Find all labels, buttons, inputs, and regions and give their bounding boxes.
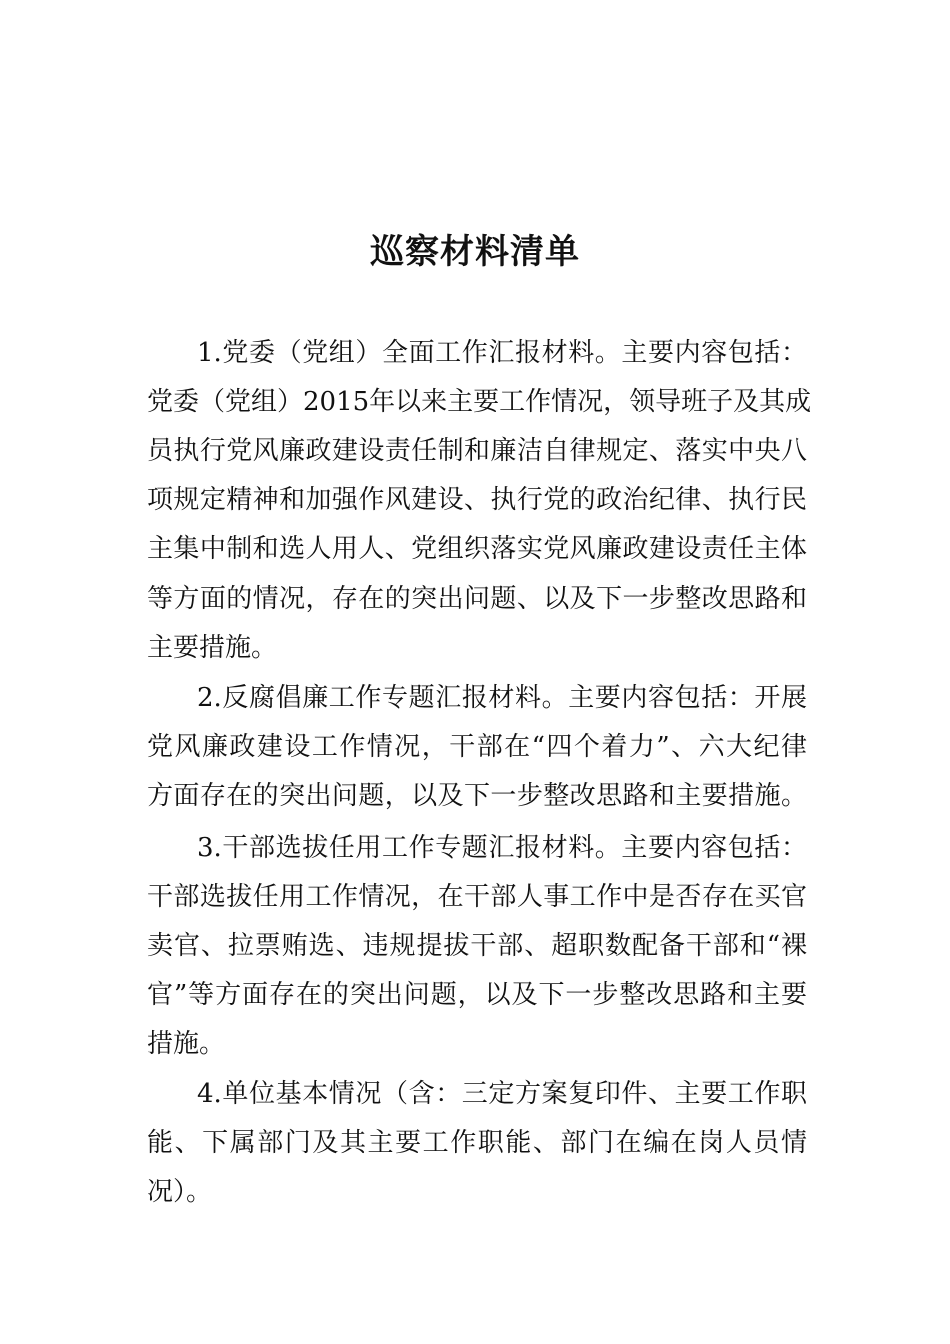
item-4-line-2: 能、下属部门及其主要工作职能、部门在编在岗人员情: [147, 1128, 807, 1158]
item-1-line-4: 项规定精神和加强作风建设、执行党的政治纪律、执行民: [147, 485, 807, 515]
item-3-line-5: 措施。: [147, 1029, 226, 1059]
item-2-line-2: 党风廉政建设工作情况，干部在“四个着力”、六大纪律: [147, 732, 807, 762]
item-1-line-3: 员执行党风廉政建设责任制和廉洁自律规定、落实中央八: [147, 436, 807, 466]
item-2-line-1: 2.反腐倡廉工作专题汇报材料。主要内容包括：开展: [197, 683, 807, 713]
item-2-line-3: 方面存在的突出问题，以及下一步整改思路和主要措施。: [147, 781, 807, 811]
item-4-line-1: 4.单位基本情况（含：三定方案复印件、主要工作职: [197, 1079, 807, 1109]
item-3-line-4: 官”等方面存在的突出问题，以及下一步整改思路和主要: [147, 980, 807, 1010]
item-1-line-6: 等方面的情况，存在的突出问题、以及下一步整改思路和: [147, 584, 807, 614]
document-title: 巡察材料清单: [370, 232, 580, 272]
item-1-line-2: 党委（党组）2015年以来主要工作情况，领导班子及其成: [147, 387, 812, 417]
item-3-line-2: 干部选拔任用工作情况，在干部人事工作中是否存在买官: [147, 882, 807, 912]
item-4-line-3: 况）。: [147, 1177, 213, 1207]
item-1-line-7: 主要措施。: [147, 633, 278, 663]
item-1-line-1: 1.党委（党组）全面工作汇报材料。主要内容包括：: [197, 338, 807, 368]
item-3-line-3: 卖官、拉票贿选、违规提拔干部、超职数配备干部和“裸: [147, 931, 807, 961]
item-3-line-1: 3.干部选拔任用工作专题汇报材料。主要内容包括：: [197, 833, 807, 863]
item-1-line-5: 主集中制和选人用人、党组织落实党风廉政建设责任主体: [147, 534, 807, 564]
